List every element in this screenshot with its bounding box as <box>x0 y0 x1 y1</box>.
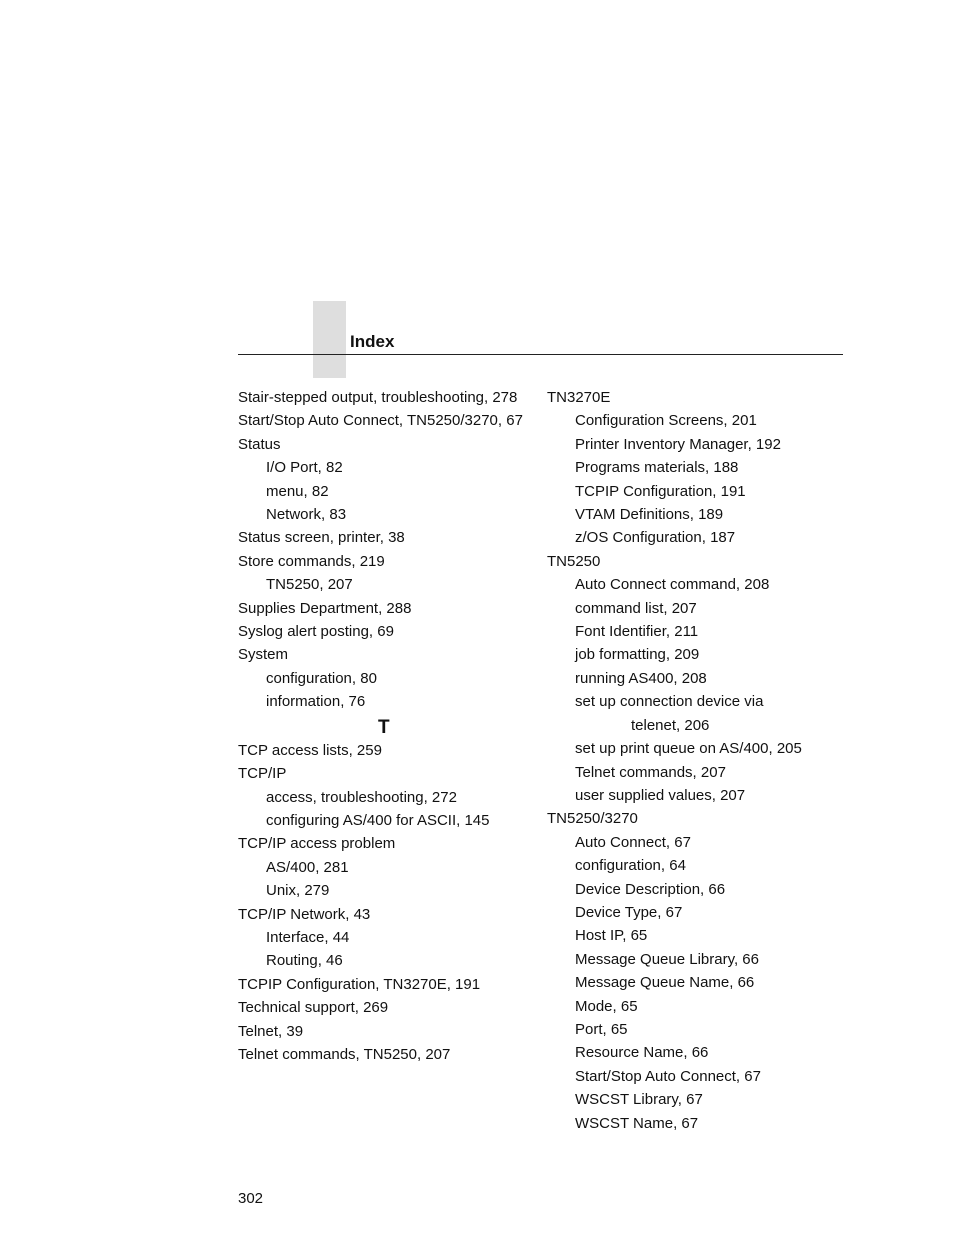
index-letter-heading: T <box>378 716 390 738</box>
index-subentry: Port, 65 <box>575 1020 628 1038</box>
index-entry: Telnet commands, TN5250, 207 <box>238 1045 451 1063</box>
index-entry: TCP access lists, 259 <box>238 741 382 759</box>
index-subentry: Start/Stop Auto Connect, 67 <box>575 1067 761 1085</box>
index-subentry: command list, 207 <box>575 599 697 617</box>
index-subentry: Device Description, 66 <box>575 880 726 898</box>
index-entry: Store commands, 219 <box>238 552 385 570</box>
index-subentry: Routing, 46 <box>266 952 343 970</box>
index-subentry: WSCST Name, 67 <box>575 1114 699 1132</box>
index-subentry: configuration, 64 <box>575 857 686 875</box>
index-entry: Telnet, 39 <box>238 1022 304 1040</box>
index-entry: Supplies Department, 288 <box>238 599 412 617</box>
index-entry: Status <box>238 435 281 453</box>
index-subentry: Message Queue Name, 66 <box>575 974 755 992</box>
index-entry: Technical support, 269 <box>238 999 389 1017</box>
index-subentry: z/OS Configuration, 187 <box>575 529 736 547</box>
index-subentry: running AS400, 208 <box>575 669 707 687</box>
index-entry: TN5250 <box>547 552 601 570</box>
index-subentry: I/O Port, 82 <box>266 459 343 477</box>
index-entry: Stair-stepped output, troubleshooting, 278 <box>238 389 518 406</box>
index-subentry: job formatting, 209 <box>575 646 700 664</box>
index-subentry: menu, 82 <box>266 482 329 500</box>
index-subentry: access, troubleshooting, 272 <box>266 788 457 806</box>
index-subentry: Auto Connect command, 208 <box>575 576 770 594</box>
index-subentry: TCPIP Configuration, 191 <box>575 482 746 500</box>
index-subentry: Font Identifier, 211 <box>575 623 699 641</box>
index-entry: TCP/IP access problem <box>238 835 396 853</box>
page-number: 302 <box>238 1190 264 1207</box>
index-subentry: telenet, 206 <box>631 716 710 734</box>
index-subentry: information, 76 <box>266 693 366 711</box>
index-subentry: configuration, 80 <box>266 669 377 687</box>
index-entry: System <box>238 646 289 664</box>
index-subentry: Network, 83 <box>266 506 347 524</box>
index-entry: TCP/IP Network, 43 <box>238 905 371 923</box>
index-subentry: Telnet commands, 207 <box>575 763 726 781</box>
index-subentry: WSCST Library, 67 <box>575 1091 703 1109</box>
header-tab-block <box>313 301 346 378</box>
index-subentry: TN5250, 207 <box>266 576 353 594</box>
index-subentry: Interface, 44 <box>266 928 350 946</box>
index-subentry: Configuration Screens, 201 <box>575 412 757 430</box>
index-entry: TCP/IP <box>238 765 287 783</box>
index-subentry: Device Type, 67 <box>575 903 683 921</box>
index-entry: Start/Stop Auto Connect, TN5250/3270, 67 <box>238 412 523 430</box>
index-subentry: Message Queue Library, 66 <box>575 950 759 968</box>
index-entry: TN3270E <box>547 389 611 406</box>
index-subentry: Printer Inventory Manager, 192 <box>575 435 781 453</box>
page-title: Index <box>350 332 395 351</box>
index-entry: TN5250/3270 <box>547 810 638 828</box>
index-entry: Syslog alert posting, 69 <box>238 623 394 641</box>
index-subentry: Mode, 65 <box>575 997 638 1015</box>
header-rule <box>238 354 843 355</box>
index-subentry: set up print queue on AS/400, 205 <box>575 740 802 758</box>
index-subentry: Resource Name, 66 <box>575 1044 709 1062</box>
index-subentry: configuring AS/400 for ASCII, 145 <box>266 811 490 829</box>
index-subentry: Programs materials, 188 <box>575 459 739 477</box>
index-subentry: Host IP, 65 <box>575 927 648 945</box>
index-column-right <box>547 386 843 1135</box>
index-subentry: Unix, 279 <box>266 882 330 900</box>
index-subentry: Auto Connect, 67 <box>575 833 691 851</box>
index-entry: TCPIP Configuration, TN3270E, 191 <box>238 975 481 993</box>
index-entry: Status screen, printer, 38 <box>238 529 405 547</box>
index-subentry: set up connection device via <box>575 693 764 711</box>
index-subentry: AS/400, 281 <box>266 858 349 876</box>
index-subentry: VTAM Definitions, 189 <box>575 506 724 524</box>
index-column-left <box>238 386 538 1066</box>
index-subentry: user supplied values, 207 <box>575 786 746 804</box>
